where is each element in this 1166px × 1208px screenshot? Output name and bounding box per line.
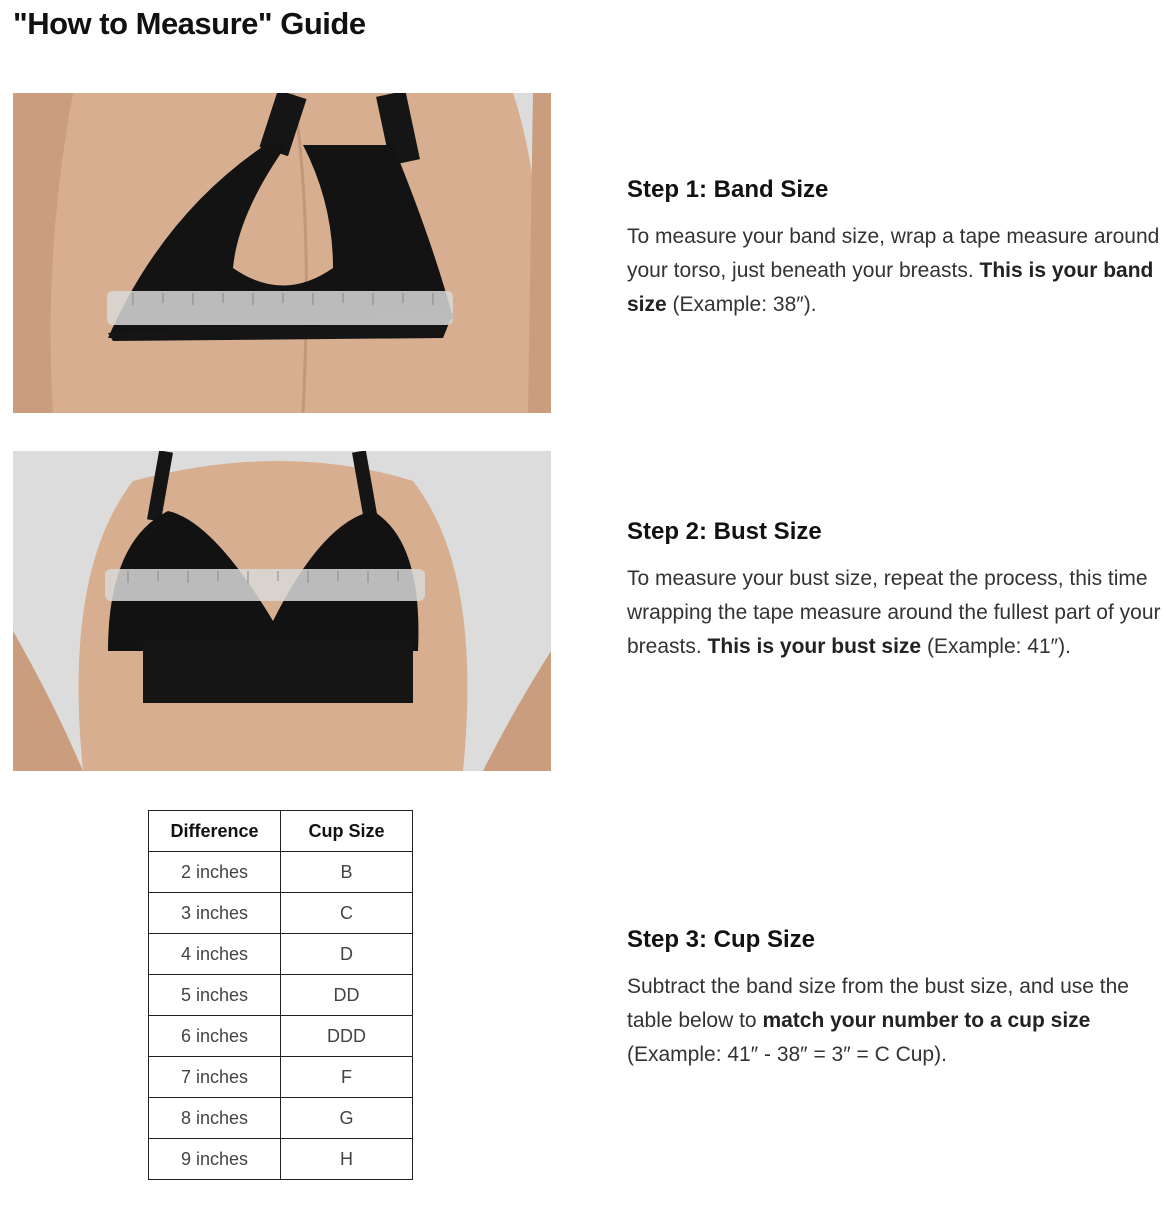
step-text: Subtract the band size from the bust size, and use the table below to — [627, 975, 1129, 1032]
table-row — [149, 1016, 413, 1057]
difference-cell: 5 inches — [149, 975, 281, 1016]
header-difference: Difference — [149, 811, 281, 852]
band-size-photo — [13, 93, 551, 413]
step-title: Step 2: Bust Size — [627, 518, 822, 545]
step-text-bold: match your number to a cup size — [762, 1009, 1091, 1032]
step-text-bold: This is your bust size — [707, 635, 922, 658]
step-text: (Example: 38″). — [666, 293, 817, 316]
difference-cell: 9 inches — [149, 1139, 281, 1180]
step-description — [627, 970, 1166, 1072]
difference-cell: 4 inches — [149, 934, 281, 975]
table-row — [149, 1098, 413, 1139]
step-text: (Example: 41″ - 38″ = 3″ = C Cup). — [627, 1043, 947, 1066]
difference-cell: 2 inches — [149, 852, 281, 893]
cup-size-cell: G — [281, 1098, 413, 1139]
table-row — [149, 975, 413, 1016]
cup-size-cell: B — [281, 852, 413, 893]
cup-size-cell: C — [281, 893, 413, 934]
page-title: "How to Measure" Guide — [13, 6, 366, 41]
band-size-illustration — [13, 93, 551, 413]
step-title: Step 1: Band Size — [627, 176, 829, 203]
step-text: To measure your band size, wrap a tape measure around your torso, just beneath your breasts. — [627, 225, 1160, 282]
table-row — [149, 1139, 413, 1180]
table-header-row — [149, 811, 413, 852]
difference-cell: 3 inches — [149, 893, 281, 934]
step-description — [627, 562, 1166, 664]
cup-size-table — [148, 810, 413, 1180]
header-cup-size: Cup Size — [281, 811, 413, 852]
step-title: Step 3: Cup Size — [627, 926, 816, 953]
table-row — [149, 1057, 413, 1098]
difference-cell: 7 inches — [149, 1057, 281, 1098]
cup-size-cell: F — [281, 1057, 413, 1098]
step-text-bold: This is your band size — [627, 259, 1154, 316]
bust-size-illustration — [13, 451, 551, 771]
step-bust-size — [627, 518, 1166, 664]
step-cup-size — [627, 926, 1166, 1072]
cup-size-cell: DD — [281, 975, 413, 1016]
step-text: To measure your bust size, repeat the process, this time wrapping the tape measure around the fullest part of your breasts. — [627, 567, 1161, 658]
bust-size-photo — [13, 451, 551, 771]
step-band-size — [627, 176, 1166, 322]
difference-cell: 6 inches — [149, 1016, 281, 1057]
step-text: (Example: 41″). — [921, 635, 1071, 658]
table-row — [149, 934, 413, 975]
cup-size-cell: DDD — [281, 1016, 413, 1057]
table-row — [149, 852, 413, 893]
cup-size-cell: D — [281, 934, 413, 975]
step-description — [627, 220, 1166, 322]
cup-size-cell: H — [281, 1139, 413, 1180]
table-row — [149, 893, 413, 934]
difference-cell: 8 inches — [149, 1098, 281, 1139]
